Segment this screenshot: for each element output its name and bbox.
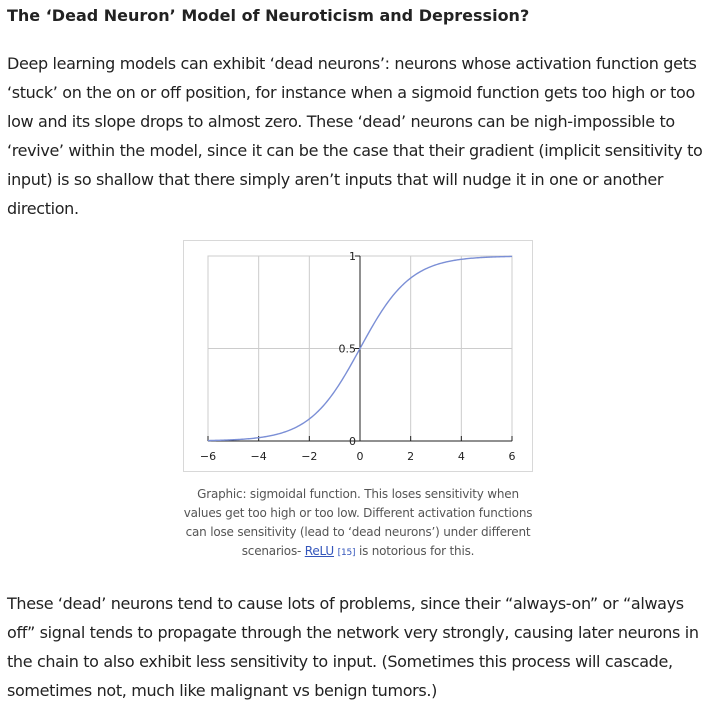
y-tick-label: 1 [349,250,356,263]
x-tick-label: 4 [457,450,465,463]
x-tick-label: −4 [250,450,267,463]
caption-text: Graphic: sigmoidal function. This loses sensitivity when values get too high or too low. Different activation functions can lose sensitivity (lead to ‘dead neurons’) under different scenarios- [183,487,533,558]
x-tick-label: 6 [508,450,516,463]
x-tick-label: −6 [199,450,217,463]
citation-ref[interactable]: [15] [337,548,356,558]
caption-tail: is notorious for this. [355,544,475,558]
x-tick-label: 0 [356,450,364,463]
article-paragraph-2: These ‘dead’ neurons tend to cause lots of problems, since their “always-on” or “always off” signal tends to propagate through the network very strongly, causing later neurons in the chain to also exhibit less sensitivity to input. (Sometimes this process will cascade, sometimes not, much like malignant vs benign tumors.) [7,594,699,700]
y-tick-label: 0 [349,435,356,448]
sigmoid-chart-figure [183,240,533,472]
sigmoid-chart [184,241,532,471]
figure-caption [183,485,533,563]
x-tick-label: 2 [407,450,415,463]
relu-link[interactable]: ReLU [304,544,335,558]
article-paragraph-1: Deep learning models can exhibit ‘dead neurons’: neurons whose activation function gets ‘stuck’ on the on or off position, for instance when a sigmoid function gets too high or too low and its slope drops to almost zero. These ‘dead’ neurons can be nigh-impossible to ‘revive’ within the model, since it can be the case that their gradient (implicit sensitivity to input) is so shallow that there simply aren’t inputs that will nudge it in one or another direction. [7,54,703,218]
article-title: The ‘Dead Neuron’ Model of Neuroticism and Depression? [7,6,530,25]
x-tick-label: −2 [301,450,318,463]
y-tick-label: 0.5 [338,342,356,356]
